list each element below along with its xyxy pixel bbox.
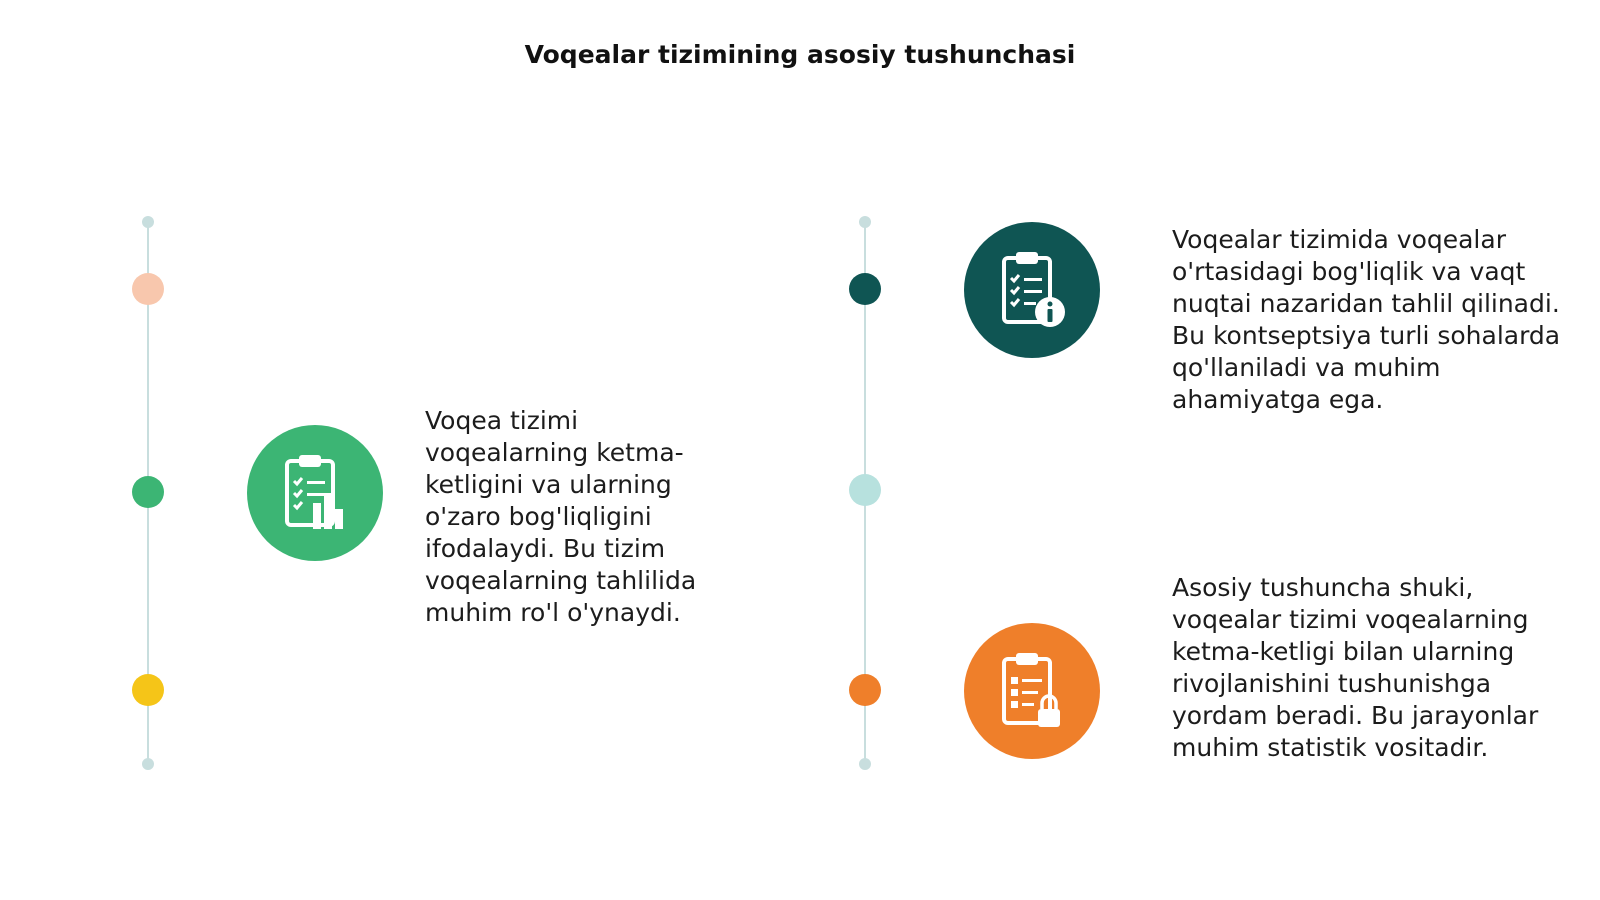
timeline-dot-yellow <box>132 674 164 706</box>
item-1-text: Voqea tizimi voqealarning ketma-ketligini va ularning o'zaro bog'liqligini ifodalaydi. Bu tizim voqealarning tahlilida muhim ro'l o'ynaydi. <box>425 406 697 627</box>
timeline-end-cap <box>859 758 871 770</box>
timeline-dot-dark-teal <box>849 273 881 305</box>
timeline-dot-orange <box>849 674 881 706</box>
timeline-dot-green <box>132 476 164 508</box>
timeline-start-cap <box>859 216 871 228</box>
clipboard-info-icon <box>964 222 1100 358</box>
item-3-text: Asosiy tushuncha shuki, voqealar tizimi voqealarning ketma-ketligi bilan ularning rivojlanishini tushunishga yordam beradi. Bu jarayonlar muhim statistik vositadir. <box>1172 573 1539 762</box>
clipboard-lock-icon <box>964 623 1100 759</box>
page-title: Voqealar tizimining asosiy tushunchasi <box>524 40 1076 69</box>
timeline-dot-peach <box>132 273 164 305</box>
timeline-start-cap <box>142 216 154 228</box>
clipboard-chart-icon <box>247 425 383 561</box>
timeline-end-cap <box>142 758 154 770</box>
item-2-text: Voqealar tizimida voqealar o'rtasidagi bog'liqlik va vaqt nuqtai nazaridan tahlil qilinadi. Bu kontseptsiya turli sohalarda qo'llaniladi va muhim ahamiyatga ega. <box>1172 225 1561 414</box>
timeline-dot-light-teal <box>849 474 881 506</box>
